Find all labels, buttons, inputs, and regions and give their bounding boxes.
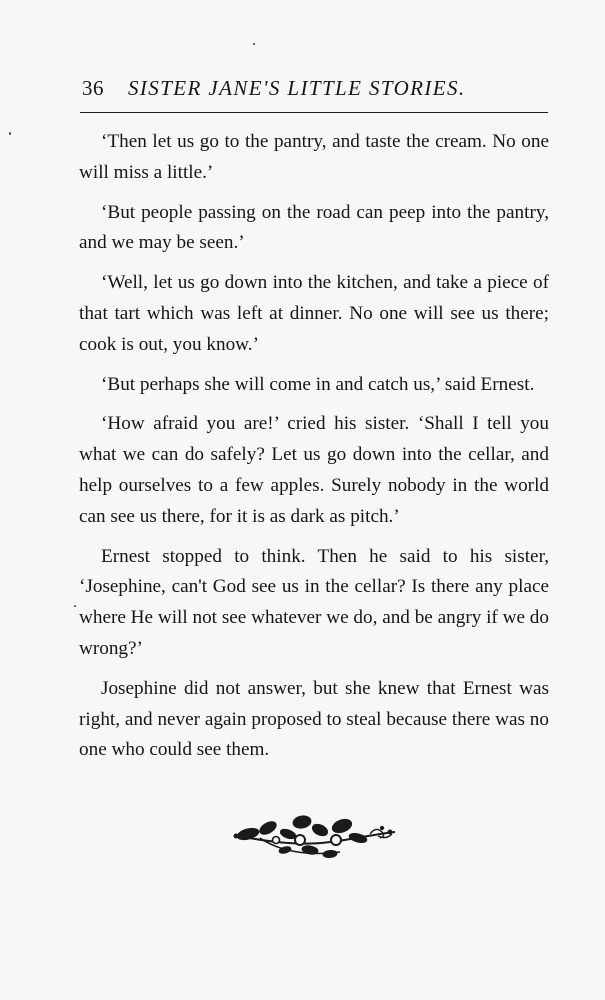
paragraph: Ernest stopped to think. Then he said to his sister, ‘Josephine, can't God see us in the cellar? Is there any place where He will not see whatever we do, and be angry if we do wrong?’ bbox=[79, 545, 549, 659]
print-speck bbox=[74, 605, 76, 607]
page-header bbox=[80, 72, 550, 106]
page-number: 36 bbox=[82, 76, 104, 100]
print-speck bbox=[253, 43, 255, 45]
paragraph: Josephine did not answer, but she knew that Ernest was right, and never again proposed to steal because there was no one who could see them. bbox=[79, 677, 549, 761]
print-speck bbox=[9, 132, 11, 135]
paragraph: ‘How afraid you are!’ cried his sister. ‘Shall I tell you what we can do safely? Let us go down into the cellar, and help ourselves to a few apples. Surely nobody in the world can see us there, for it is as dark as pitch.’ bbox=[79, 413, 549, 527]
paragraph: ‘Well, let us go down into the kitchen, and take a piece of that tart which was left at dinner. No one will see us there; cook is out, you know.’ bbox=[79, 272, 549, 355]
paragraph: ‘Then let us go to the pantry, and taste the cream. No one will miss a little.’ bbox=[79, 131, 549, 183]
paragraph: ‘But perhaps she will come in and catch us,’ said Ernest. bbox=[101, 373, 535, 395]
running-title: SISTER JANE'S LITTLE STORIES. bbox=[128, 76, 466, 100]
header-rule bbox=[80, 112, 548, 113]
floral-vine-ornament-icon bbox=[230, 812, 400, 860]
paragraph: ‘But people passing on the road can peep into the pantry, and we may be seen.’ bbox=[79, 201, 549, 254]
body-text bbox=[79, 127, 549, 775]
